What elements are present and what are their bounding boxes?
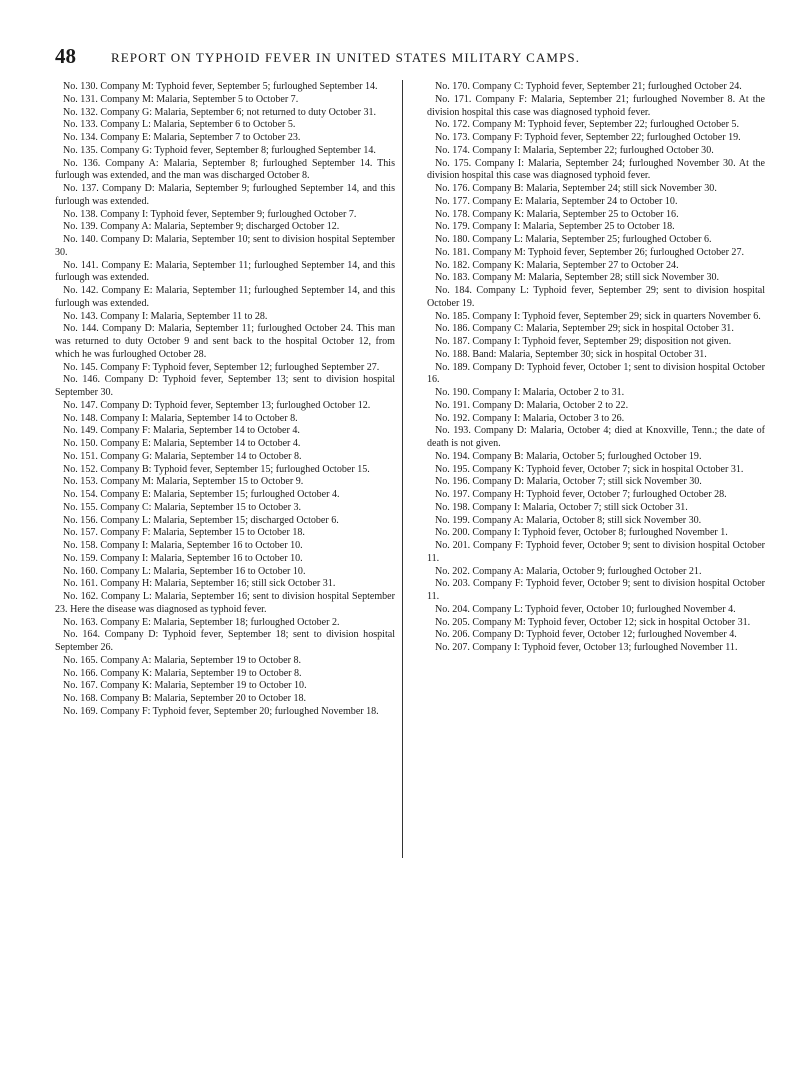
left-column (55, 81, 395, 719)
case-entry: No. 195. Company K: Typhoid fever, October 7; sick in hospital October 31. (435, 463, 744, 475)
case-entry: No. 148. Company I: Malaria, September 14 to October 8. (63, 412, 298, 424)
case-entry: No. 173. Company F: Typhoid fever, September 22; furloughed October 19. (435, 132, 741, 143)
running-title: REPORT ON TYPHOID FEVER IN UNITED STATES MILITARY CAMPS. (111, 50, 581, 65)
case-entry: No. 200. Company I: Typhoid fever, October 8; furloughed November 1. (435, 527, 728, 539)
case-entry: No. 177. Company E: Malaria, September 24 to October 10. (435, 195, 678, 207)
case-entry: No. 194. Company B: Malaria, October 5; furloughed October 19. (435, 450, 702, 462)
page-number: 48 (55, 44, 76, 68)
case-entry: No. 205. Company M: Typhoid fever, October 12; sick in hospital October 31. (435, 616, 751, 628)
case-entry: No. 189. Company D: Typhoid fever, October 1; sent to division hospital October 16. (427, 361, 765, 386)
case-entry: No. 174. Company I: Malaria, September 22; furloughed October 30. (435, 144, 714, 156)
case-entry: No. 154. Company E: Malaria, September 15; furloughed October 4. (63, 489, 340, 500)
case-entry: No. 152. Company B: Typhoid fever, September 15; furloughed October 15. (63, 463, 370, 475)
case-entry: No. 149. Company F: Malaria, September 14 to October 4. (63, 425, 300, 437)
case-entry: No. 138. Company I: Typhoid fever, September 9; furloughed October 7. (63, 208, 357, 220)
case-entry: No. 179. Company I: Malaria, September 25 to October 18. (435, 221, 675, 233)
case-entry: No. 144. Company D: Malaria, September 11; furloughed October 24. This man was returned to duty October 9 and sent back to the hospital October 12, from which he was furloughed October 28. (55, 323, 395, 360)
case-entry: No. 197. Company H: Typhoid fever, October 7; furloughed October 28. (435, 489, 727, 500)
case-entry: No. 181. Company M: Typhoid fever, September 26; furloughed October 27. (435, 246, 744, 258)
case-entry: No. 171. Company F: Malaria, September 21; furloughed November 8. At the division hospital this case was diagnosed typhoid fever. (427, 93, 765, 118)
case-entry: No. 162. Company L: Malaria, September 16; sent to division hospital September 23. Here the disease was diagnosed as typhoid fever. (55, 591, 395, 615)
case-entry: No. 183. Company M: Malaria, September 28; still sick November 30. (435, 272, 720, 284)
case-entry: No. 141. Company E: Malaria, September 11; furloughed September 14, and this furlough was extended. (55, 259, 395, 284)
case-entry: No. 176. Company B: Malaria, September 24; still sick November 30. (435, 183, 717, 194)
case-entry: No. 132. Company G: Malaria, September 6; not returned to duty October 31. (63, 106, 377, 118)
case-entry: No. 170. Company C: Typhoid fever, September 21; furloughed October 24. (435, 81, 742, 92)
case-entry: No. 160. Company L: Malaria, September 16 to October 10. (63, 565, 306, 577)
case-entry: No. 201. Company F: Typhoid fever, October 9; sent to division hospital October 11. (427, 540, 765, 564)
case-entry: No. 190. Company I: Malaria, October 2 to 31. (435, 387, 625, 398)
case-entry: No. 143. Company I: Malaria, September 11 to 28. (63, 310, 268, 322)
case-entry: No. 169. Company F: Typhoid fever, September 20; furloughed November 18. (63, 705, 379, 717)
case-entry: No. 137. Company D: Malaria, September 9; furloughed September 14, and this furlough was extended. (55, 183, 395, 207)
case-entry: No. 207. Company I: Typhoid fever, October 13; furloughed November 11. (435, 642, 738, 653)
case-entry: No. 130. Company M: Typhoid fever, September 5; furloughed September 14. (63, 81, 378, 92)
right-column (427, 81, 765, 655)
case-entry: No. 206. Company D: Typhoid fever, October 12; furloughed November 4. (435, 629, 737, 641)
case-entry: No. 178. Company K: Malaria, September 25 to October 16. (435, 208, 679, 220)
case-entry: No. 165. Company A: Malaria, September 19 to October 8. (63, 654, 302, 666)
case-entry: No. 151. Company G: Malaria, September 14 to October 8. (63, 450, 302, 462)
case-entry: No. 157. Company F: Malaria, September 15 to October 18. (63, 527, 305, 539)
column-divider (402, 80, 403, 858)
case-entry: No. 158. Company I: Malaria, September 16 to October 10. (63, 540, 303, 551)
page-header (55, 44, 777, 72)
case-entry: No. 172. Company M: Typhoid fever, September 22; furloughed October 5. (435, 119, 739, 131)
case-entry: No. 187. Company I: Typhoid fever, September 29; disposition not given. (435, 336, 732, 347)
case-entry: No. 185. Company I: Typhoid fever, September 29; sick in quarters November 6. (435, 310, 761, 322)
case-entry: No. 155. Company C: Malaria, September 15 to October 3. (63, 501, 302, 513)
case-entry: No. 192. Company I: Malaria, October 3 to 26. (435, 412, 625, 424)
case-entry: No. 175. Company I: Malaria, September 24; furloughed November 30. At the division hospital this case was diagnosed typhoid fever. (427, 157, 765, 182)
case-entry: No. 193. Company D: Malaria, October 4; died at Knoxville, Tenn.; the date of death is not given. (427, 425, 765, 449)
case-entry: No. 161. Company H: Malaria, September 16; still sick October 31. (63, 578, 336, 590)
case-entry: No. 163. Company E: Malaria, September 18; furloughed October 2. (63, 616, 340, 628)
case-entry: No. 186. Company C: Malaria, September 29; sick in hospital October 31. (435, 323, 734, 335)
case-entry: No. 202. Company A: Malaria, October 9; furloughed October 21. (435, 565, 702, 577)
case-entry: No. 150. Company E: Malaria, September 14 to October 4. (63, 438, 301, 449)
case-entry: No. 145. Company F: Typhoid fever, September 12; furloughed September 27. (63, 361, 380, 373)
case-entry: No. 153. Company M: Malaria, September 15 to October 9. (63, 476, 304, 488)
case-entry: No. 156. Company L: Malaria, September 15; discharged October 6. (63, 514, 339, 526)
case-entry: No. 188. Band: Malaria, September 30; sick in hospital October 31. (435, 348, 707, 360)
case-entry: No. 182. Company K: Malaria, September 27 to October 24. (435, 259, 679, 271)
case-entry: No. 134. Company E: Malaria, September 7 to October 23. (63, 132, 301, 143)
case-entry: No. 135. Company G: Typhoid fever, September 8; furloughed September 14. (63, 144, 376, 156)
case-entry: No. 164. Company D: Typhoid fever, September 18; sent to division hospital September 26. (55, 629, 395, 653)
case-entry: No. 140. Company D: Malaria, September 10; sent to division hospital September 30. (55, 234, 395, 258)
case-entry: No. 147. Company D: Typhoid fever, September 13; furloughed October 12. (63, 399, 371, 411)
case-entry: No. 133. Company L: Malaria, September 6 to October 5. (63, 119, 296, 131)
case-entry: No. 131. Company M: Malaria, September 5 to October 7. (63, 93, 299, 105)
case-entry: No. 191. Company D: Malaria, October 2 to 22. (435, 399, 629, 411)
case-entry: No. 142. Company E: Malaria, September 11; furloughed September 14, and this furlough was extended. (55, 285, 395, 309)
case-entry: No. 203. Company F: Typhoid fever, October 9; sent to division hospital October 11. (427, 578, 765, 602)
case-entry: No. 196. Company D: Malaria, October 7; still sick November 30. (435, 476, 702, 488)
case-entry: No. 146. Company D: Typhoid fever, September 13; sent to division hospital September 30. (55, 374, 395, 398)
case-entry: No. 139. Company A: Malaria, September 9; discharged October 12. (63, 221, 340, 233)
case-entry: No. 159. Company I: Malaria, September 16 to October 10. (63, 552, 303, 564)
case-entry: No. 184. Company L: Typhoid fever, September 29; sent to division hospital October 19. (427, 285, 765, 309)
case-entry: No. 198. Company I: Malaria, October 7; still sick October 31. (435, 501, 688, 513)
case-entry: No. 166. Company K: Malaria, September 19 to October 8. (63, 667, 302, 679)
case-entry: No. 199. Company A: Malaria, October 8; still sick November 30. (435, 514, 702, 526)
case-entry: No. 167. Company K: Malaria, September 19 to October 10. (63, 680, 307, 692)
case-entry: No. 204. Company L: Typhoid fever, October 10; furloughed November 4. (435, 603, 736, 615)
case-entry: No. 136. Company A: Malaria, September 8; furloughed September 14. This furlough was extended, and the man was discharged October 8. (55, 157, 395, 182)
case-entry: No. 168. Company B: Malaria, September 20 to October 18. (63, 693, 307, 704)
case-entry: No. 180. Company L: Malaria, September 25; furloughed October 6. (435, 234, 712, 245)
